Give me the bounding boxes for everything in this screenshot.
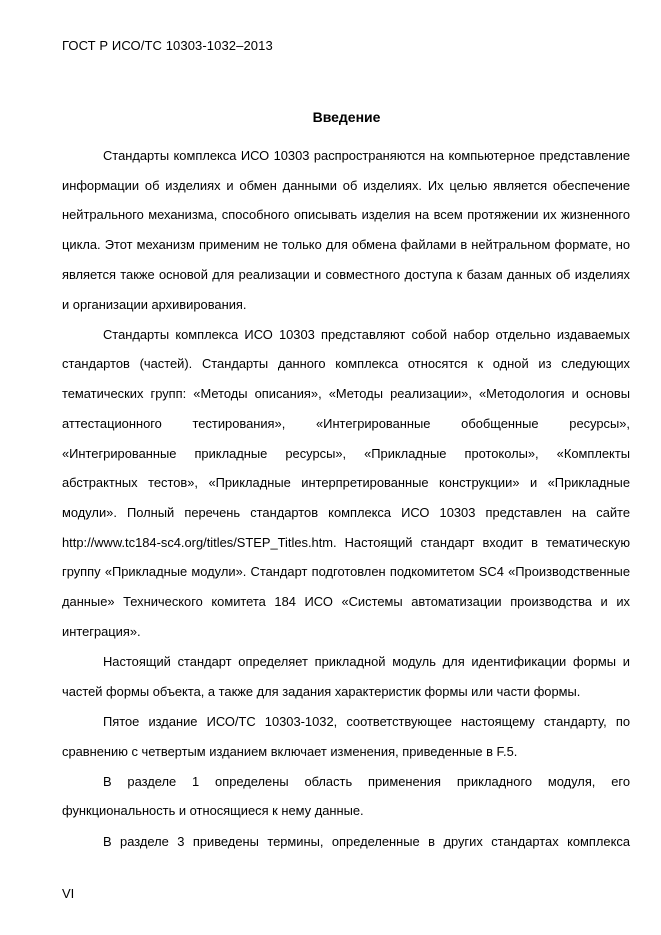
paragraph: В разделе 3 приведены термины, определенные в других стандартах комплекса — [103, 833, 630, 849]
document-body — [62, 141, 630, 856]
page-number: VI — [62, 886, 75, 901]
document-code-header: ГОСТ Р ИСО/ТС 10303-1032–2013 — [62, 38, 273, 53]
section-title-text: Введение — [312, 109, 381, 125]
paragraph: Настоящий стандарт определяет прикладной модуль для идентификации формы и частей формы объекта, а также для задания характеристик формы или части формы. — [62, 653, 630, 699]
paragraph: Пятое издание ИСО/ТС 10303-1032, соответствующее настоящему стандарту, по сравнению с четвертым изданием включает изменения, приведенные в F.5. — [62, 713, 630, 759]
section-title — [0, 109, 661, 125]
paragraph: В разделе 1 определены область применения прикладного модуля, его функциональность и относящиеся к нему данные. — [62, 773, 630, 819]
paragraph: Стандарты комплекса ИСО 10303 представляют собой набор отдельно издаваемых стандартов (частей). Стандарты данного комплекса относятся к одной из следующих тематических групп: «Методы описания», «Методы реализации», «Методология и основы аттестационного тестирования», «Интегрированные обобщенные ресурсы», «Интегрированные прикладные ресурсы», «Прикладные протоколы», «Комплекты абстрактных тестов», «Прикладные интерпретированные конструкции» и «Прикладные модули». Полный перечень стандартов комплекса ИСО 10303 представлен на сайте http://www.tc184-sc4.org/titles/STEP_Titles.htm. Настоящий стандарт входит в тематическую группу «Прикладные модули». Стандарт подготовлен подкомитетом SC4 «Производственные данные» Технического комитета 184 ИСО «Системы автоматизации производства и их интеграция». — [62, 326, 630, 639]
paragraph: Стандарты комплекса ИСО 10303 распространяются на компьютерное представление информации об изделиях и обмен данными об изделиях. Их целью является обеспечение нейтрального механизма, способного описывать изделия на всем протяжении их жизненного цикла. Этот механизм применим не только для обмена файлами в нейтральном формате, но является также основой для реализации и совместного доступа к базам данных об изделиях и организации архивирования. — [62, 148, 630, 312]
